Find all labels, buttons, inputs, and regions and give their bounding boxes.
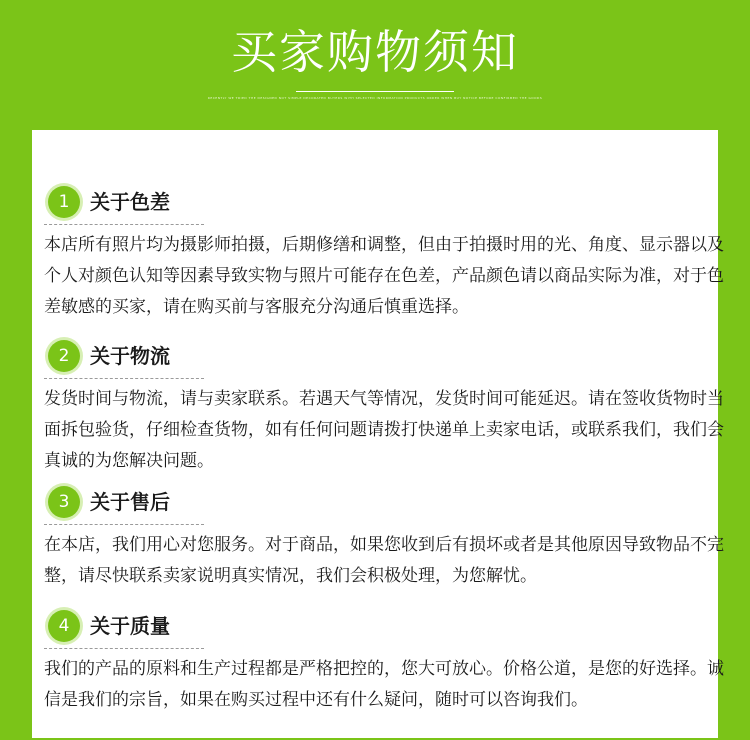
section-divider — [44, 524, 204, 525]
header-banner — [0, 0, 750, 128]
section-body: 在本店，我们用心对您服务。对于商品，如果您收到后有损坏或者是其他原因导致物品不完整，请尽快联系卖家说明真实情况，我们会积极处理，为您解忧。 — [44, 535, 724, 586]
section-logistics — [44, 340, 724, 471]
section-quality — [44, 610, 724, 710]
section-header — [44, 486, 724, 522]
page-subtitle: RECENTLY WE TRIED THE DESIGNED NOT SIMPLE DECORATED BUYERS WITH SELECTED INFORMATION PRODUCTS ORDER WHEN BUY NOTICE BEFORE CONFIRMED THE GOODS — [207, 96, 543, 100]
number-badge-icon — [48, 610, 80, 642]
section-header — [44, 186, 724, 222]
section-body: 发货时间与物流，请与卖家联系。若遇天气等情况，发货时间可能延迟。请在签收货物时当面拆包验货，仔细检查货物，如有任何问题请拨打快递单上卖家电话，或联系我们，我们会真诚的为您解决问题。 — [44, 389, 724, 471]
section-color-difference — [44, 186, 724, 317]
notice-panel — [32, 130, 724, 738]
page-title: 买家购物须知 — [231, 25, 519, 79]
section-number: 4 — [58, 616, 70, 636]
number-badge-icon — [48, 186, 80, 218]
number-badge-icon — [48, 486, 80, 518]
section-title: 关于质量 — [90, 614, 170, 638]
section-after-sales — [44, 486, 724, 586]
section-divider — [44, 648, 204, 649]
section-title: 关于物流 — [90, 344, 170, 368]
section-title: 关于售后 — [90, 490, 170, 514]
section-body: 本店所有照片均为摄影师拍摄，后期修缮和调整，但由于拍摄时用的光、角度、显示器以及个人对颜色认知等因素导致实物与照片可能存在色差，产品颜色请以商品实际为准，对于色差敏感的买家，请在购买前与客服充分沟通后慎重选择。 — [44, 235, 724, 317]
section-number: 2 — [58, 346, 70, 366]
section-title: 关于色差 — [90, 190, 170, 214]
section-header — [44, 610, 724, 646]
title-divider — [296, 91, 454, 92]
section-divider — [44, 224, 204, 225]
number-badge-icon — [48, 340, 80, 372]
section-divider — [44, 378, 204, 379]
section-number: 1 — [58, 192, 70, 212]
section-number: 3 — [58, 492, 70, 512]
section-body: 我们的产品的原料和生产过程都是严格把控的，您大可放心。价格公道，是您的好选择。诚信是我们的宗旨，如果在购买过程中还有什么疑问，随时可以咨询我们。 — [44, 659, 724, 710]
section-header — [44, 340, 724, 376]
